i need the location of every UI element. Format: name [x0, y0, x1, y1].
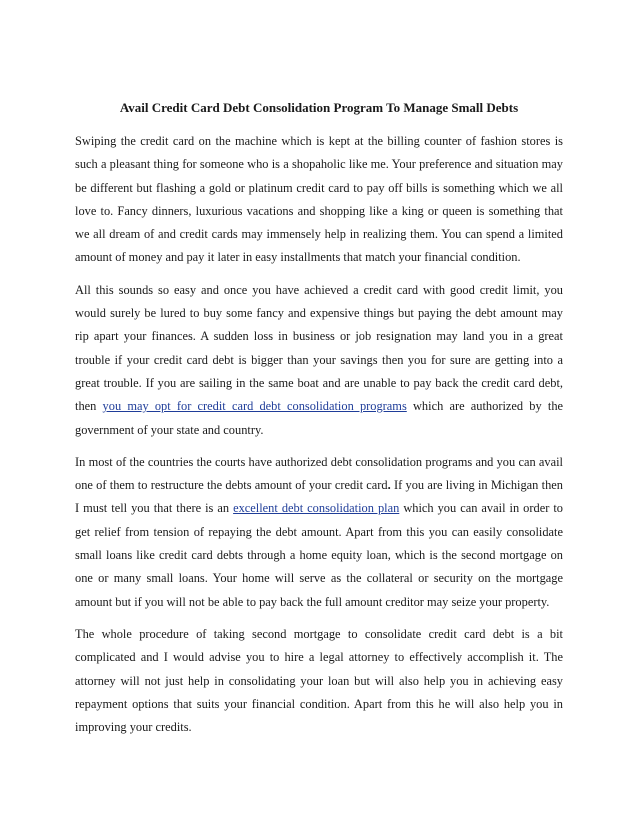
- paragraph-2: [75, 279, 563, 442]
- paragraph-3-text-part3: which you can avail in order to get relief from tension of repaying the debt amount. Apart from this you can easily consolidate small loans like credit card debts through a home equity loan, which is the second mortgage on one or many small loans. Your home will serve as the collateral or security on the mortgage amount but if you will not be able to pay back the full amount creditor may seize your property.: [75, 501, 563, 609]
- debt-consolidation-programs-link[interactable]: you may opt for credit card debt consolidation programs: [102, 399, 407, 414]
- excellent-debt-consolidation-plan-link[interactable]: excellent debt consolidation plan: [233, 501, 400, 516]
- document-title: Avail Credit Card Debt Consolidation Program To Manage Small Debts: [119, 100, 519, 115]
- paragraph-2-text-before-link: All this sounds so easy and once you have achieved a credit card with good credit limit, you would surely be lured to buy some fancy and expensive things but paying the debt amount may rip apart your finances. A sudden loss in business or job resignation may land you in a great trouble if your credit card debt is bigger than your savings then you for sure are getting into a great trouble. If you are sailing in the same boat and are unable to pay back the credit card debt, then: [75, 282, 563, 414]
- paragraph-3-text-part2: If you are living in Michigan then I must tell you that there is an: [75, 478, 563, 516]
- paragraph-2-text-after-link: which are authorized by the government of your state and country.: [75, 399, 564, 437]
- paragraph-3: [75, 451, 563, 614]
- paragraph-3-bold-period: .: [387, 478, 391, 493]
- paragraph-1: Swiping the credit card on the machine which is kept at the billing counter of fashion stores is such a pleasant thing for someone who is a shopaholic like me. Your preference and situation may be different but flashing a gold or platinum credit card to pay off bills is something which we all love to. Fancy dinners, luxurious vacations and shopping like a king or queen is something that we all dream of and credit cards may immensely help in realizing them. You can spend a limited amount of money and pay it later in easy installments that match your financial condition.: [75, 134, 563, 265]
- paragraph-4: The whole procedure of taking second mortgage to consolidate credit card debt is a bit complicated and I would advise you to hire a legal attorney to effectively accomplish it. The attorney will not just help in consolidating your loan but will also help you in achieving easy repayment options that suits your financial condition. Apart from this he will also help you in improving your credits.: [75, 626, 563, 735]
- document-page: [75, 100, 563, 748]
- paragraph-3-text-part1: In most of the countries the courts have authorized debt consolidation programs and you can avail one of them to restructure the debts amount of your credit card: [75, 454, 563, 493]
